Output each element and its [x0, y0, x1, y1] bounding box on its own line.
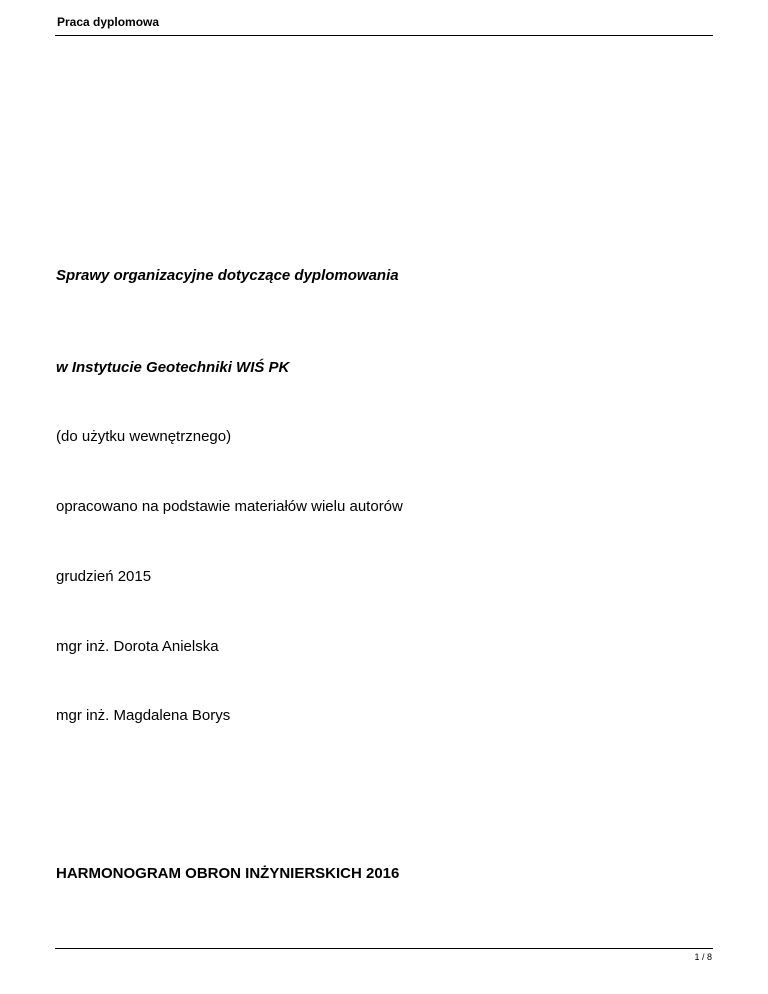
- header-divider: [55, 35, 713, 36]
- document-date: grudzień 2015: [56, 568, 152, 585]
- footer-divider: [55, 948, 713, 949]
- document-heading: Sprawy organizacyjne dotyczące dyplomowania: [56, 267, 399, 284]
- usage-note: (do użytku wewnętrznego): [56, 428, 232, 445]
- section-title: HARMONOGRAM OBRON INŻYNIERSKICH 2016: [56, 865, 400, 882]
- page-number: 1 / 8: [694, 952, 712, 962]
- institute-line: w Instytucie Geotechniki WIŚ PK: [56, 359, 290, 376]
- author-borys: mgr inż. Magdalena Borys: [56, 707, 231, 724]
- source-note: opracowano na podstawie materiałów wielu autorów: [56, 498, 403, 515]
- author-anielska: mgr inż. Dorota Anielska: [56, 638, 219, 655]
- page-header-title: Praca dyplomowa: [57, 15, 160, 29]
